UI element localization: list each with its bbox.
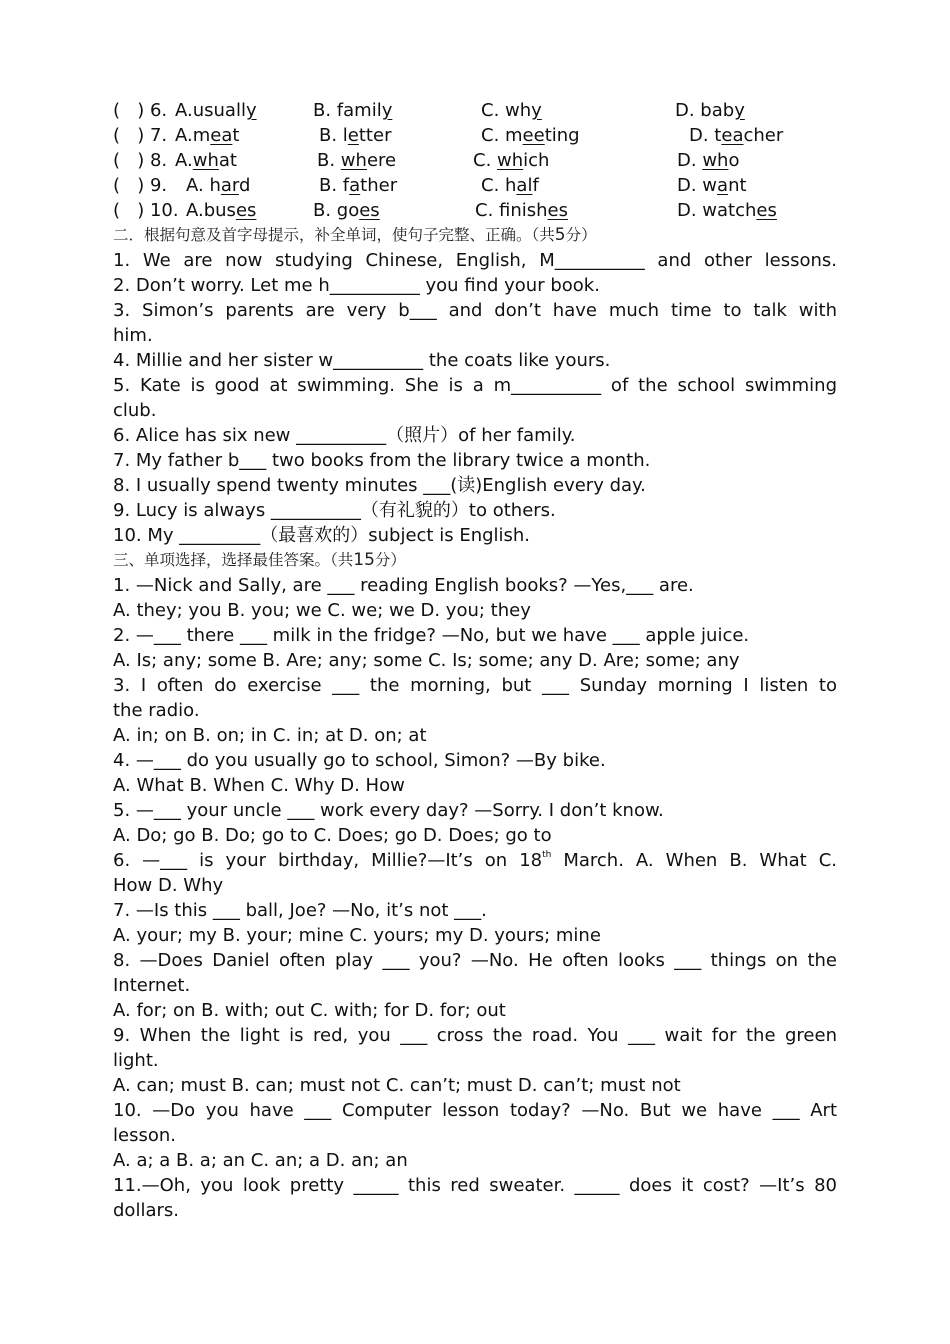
phonetics-question-row xyxy=(113,98,837,123)
option-text: D. watch xyxy=(677,200,757,221)
answer-paren-open: ( xyxy=(113,175,121,196)
section-3-heading xyxy=(113,548,837,573)
option-text: A. h xyxy=(186,175,221,196)
answer-paren-close: ) xyxy=(137,200,145,221)
section-3-line: A. your; my B. your; mine C. yours; my D. yours; mine xyxy=(113,925,601,946)
underlined-letters: al xyxy=(516,175,533,196)
section-2-line: club. xyxy=(113,400,157,421)
answer-paren-open: ( xyxy=(113,125,121,146)
section-3-line: A. they; you B. you; we C. we; we D. you; they xyxy=(113,600,531,621)
option-text: D. bab xyxy=(675,100,735,121)
option-text: nt xyxy=(728,175,747,196)
section-3-line: 5. —___ your uncle ___ work every day? —Sorry. I don’t know. xyxy=(113,800,664,821)
answer-paren-open: ( xyxy=(113,200,121,221)
underlined-letters: es xyxy=(547,200,568,221)
section-3-heading-text: 三、单项选择，选择最佳答案。（共 xyxy=(113,551,354,569)
section-3-line: A. in; on B. on; in C. in; at D. on; at xyxy=(113,725,427,746)
option-text: B. f xyxy=(319,175,350,196)
answer-blank xyxy=(113,173,167,198)
section-3-line: the radio. xyxy=(113,700,200,721)
option-text: B. xyxy=(317,150,341,171)
question-number: 9. xyxy=(149,175,168,196)
section-3-line: light. xyxy=(113,1050,159,1071)
section-3-line: A. Do; go B. Do; go to C. Does; go D. Does; go to xyxy=(113,825,552,846)
section-3-line: A. Is; any; some B. Are; any; some C. Is; some; any D. Are; some; any xyxy=(113,650,740,671)
section-2-line: 8. I usually spend twenty minutes ___(读)English every day. xyxy=(113,475,646,496)
section-2-line: 7. My father b___ two books from the library twice a month. xyxy=(113,450,651,471)
option-text: C. xyxy=(473,150,498,171)
section-3-points: 15 xyxy=(353,550,375,570)
answer-paren-close: ) xyxy=(137,175,145,196)
phonetics-question-row xyxy=(113,148,837,173)
answer-paren-open: ( xyxy=(113,100,121,121)
option-text: D. w xyxy=(677,175,718,196)
section-2-line: 2. Don’t worry. Let me h__________ you find your book. xyxy=(113,275,600,296)
answer-gap xyxy=(120,100,137,121)
question-number: 8. xyxy=(149,150,168,171)
option-text: tter xyxy=(358,125,392,146)
underlined-letters: wh xyxy=(702,150,729,171)
section-3-line: 9. When the light is red, you ___ cross the road. You ___ wait for the green xyxy=(113,1025,837,1046)
question-6-text-end: March. A. When B. What C. xyxy=(551,850,838,871)
option-c xyxy=(481,98,542,123)
underlined-letters: es xyxy=(756,200,777,221)
phonetics-question-row xyxy=(113,173,837,198)
option-d xyxy=(677,173,747,198)
underlined-letters: y xyxy=(245,100,257,121)
section-2-heading xyxy=(113,223,837,248)
answer-blank xyxy=(113,98,167,123)
option-d xyxy=(677,148,739,173)
section-3-line: Internet. xyxy=(113,975,191,996)
section-2-line: 5. Kate is good at swimming. She is a m__________ of the school swimming xyxy=(113,375,837,396)
section-2-heading-text: 二．根据句意及首字母提示，补全单词，使句子完整、正确。（共 xyxy=(113,226,555,244)
option-d xyxy=(677,198,777,223)
underlined-letters: a xyxy=(717,175,729,196)
option-c xyxy=(481,123,580,148)
worksheet-content xyxy=(113,98,837,1223)
section-3-line: How D. Why xyxy=(113,875,224,896)
option-text: ting xyxy=(544,125,580,146)
option-a xyxy=(186,173,250,198)
option-text: o xyxy=(728,150,740,171)
underlined-letters: ea xyxy=(210,125,233,146)
section-3-line: A. What B. When C. Why D. How xyxy=(113,775,405,796)
question-number: 7. xyxy=(149,125,168,146)
section-3-line xyxy=(113,848,837,873)
answer-blank xyxy=(113,198,179,223)
section-2-points: 5 xyxy=(554,225,566,245)
option-a xyxy=(175,148,237,173)
option-c xyxy=(473,148,549,173)
underlined-letters: es xyxy=(359,200,380,221)
question-number: 6. xyxy=(149,100,168,121)
option-text: B. famil xyxy=(313,100,382,121)
underlined-letters: ar xyxy=(220,175,239,196)
underlined-letters: a xyxy=(349,175,361,196)
section-2-line: him. xyxy=(113,325,153,346)
option-a xyxy=(186,198,256,223)
phonetics-section xyxy=(113,98,837,223)
option-text: A.usuall xyxy=(175,100,246,121)
underlined-letters: y xyxy=(734,100,745,121)
answer-gap xyxy=(120,200,137,221)
option-text: C. finish xyxy=(475,200,548,221)
option-b xyxy=(319,173,397,198)
section-2-line: 3. Simon’s parents are very b___ and don’t have much time to talk with xyxy=(113,300,837,321)
ordinal-superscript: th xyxy=(542,850,552,860)
section-2-heading-end: 分） xyxy=(565,226,597,244)
underlined-letters: ee xyxy=(522,125,545,146)
answer-gap xyxy=(120,125,137,146)
option-text: d xyxy=(238,175,251,196)
answer-paren-close: ) xyxy=(137,100,145,121)
section-3-line: 8. —Does Daniel often play ___ you? —No. He often looks ___ things on the xyxy=(113,950,837,971)
option-b xyxy=(313,198,380,223)
option-b xyxy=(313,98,392,123)
underlined-letters: y xyxy=(531,100,542,121)
answer-gap xyxy=(120,175,137,196)
section-2-line: 10. My _________（最喜欢的）subject is English. xyxy=(113,525,531,546)
option-text: C. h xyxy=(481,175,517,196)
section-3-line: lesson. xyxy=(113,1125,176,1146)
underlined-letters: ea xyxy=(721,125,744,146)
option-text: at xyxy=(218,150,237,171)
option-b xyxy=(319,123,391,148)
section-3-line: A. can; must B. can; must not C. can’t; must D. can’t; must not xyxy=(113,1075,681,1096)
section-2-line: 4. Millie and her sister w__________ the coats like yours. xyxy=(113,350,611,371)
answer-paren-close: ) xyxy=(137,125,145,146)
section-2-line: 6. Alice has six new __________（照片）of her family. xyxy=(113,425,576,446)
section-3-line: 2. —___ there ___ milk in the fridge? —No, but we have ___ apple juice. xyxy=(113,625,750,646)
answer-blank xyxy=(113,123,167,148)
option-d xyxy=(675,98,745,123)
section-3-line: 10. —Do you have ___ Computer lesson today? —No. But we have ___ Art xyxy=(113,1100,837,1121)
option-a xyxy=(175,98,257,123)
section-3-line: dollars. xyxy=(113,1200,179,1221)
option-text: cher xyxy=(743,125,784,146)
section-3-line: 3. I often do exercise ___ the morning, but ___ Sunday morning I listen to xyxy=(113,675,837,696)
answer-blank xyxy=(113,148,167,173)
question-number: 10. xyxy=(149,200,179,221)
option-text: A.bus xyxy=(186,200,236,221)
underlined-letters: y xyxy=(381,100,393,121)
answer-gap xyxy=(120,150,137,171)
section-2-line: 1. We are now studying Chinese, English, M__________ and other lessons. xyxy=(113,250,837,271)
option-text: D. xyxy=(677,150,703,171)
option-d xyxy=(689,123,783,148)
option-c xyxy=(475,198,568,223)
option-c xyxy=(481,173,539,198)
option-text: A.m xyxy=(175,125,211,146)
option-text: D. t xyxy=(689,125,722,146)
option-text: C. wh xyxy=(481,100,532,121)
option-text: t xyxy=(232,125,240,146)
option-text: f xyxy=(532,175,539,196)
option-a xyxy=(175,123,239,148)
underlined-letters: wh xyxy=(340,150,367,171)
option-text: ere xyxy=(366,150,397,171)
section-2-line: 9. Lucy is always __________（有礼貌的）to others. xyxy=(113,500,556,521)
section-3-heading-end: 分） xyxy=(374,551,406,569)
option-text: B. l xyxy=(319,125,348,146)
section-3-line: 1. —Nick and Sally, are ___ reading English books? —Yes,___ are. xyxy=(113,575,694,596)
section-3-line: A. a; a B. a; an C. an; a D. an; an xyxy=(113,1150,408,1171)
section-3-line: A. for; on B. with; out C. with; for D. for; out xyxy=(113,1000,506,1021)
question-6-text: 6. —___ is your birthday, Millie?—It’s on 18 xyxy=(113,850,543,871)
option-b xyxy=(317,148,396,173)
underlined-letters: wh xyxy=(497,150,524,171)
underlined-letters: e xyxy=(347,125,359,146)
section-3-line: 4. —___ do you usually go to school, Simon? —By bike. xyxy=(113,750,606,771)
option-text: ich xyxy=(523,150,550,171)
option-text: C. m xyxy=(481,125,523,146)
underlined-letters: wh xyxy=(192,150,219,171)
option-text: ther xyxy=(360,175,398,196)
option-text: A. xyxy=(175,150,193,171)
phonetics-question-row xyxy=(113,198,837,223)
section-3-line: 7. —Is this ___ ball, Joe? —No, it’s not ___. xyxy=(113,900,487,921)
answer-paren-close: ) xyxy=(137,150,145,171)
section-3-line: 11.—Oh, you look pretty _____ this red sweater. _____ does it cost? —It’s 80 xyxy=(113,1175,837,1196)
underlined-letters: es xyxy=(235,200,257,221)
phonetics-question-row xyxy=(113,123,837,148)
option-text: B. go xyxy=(313,200,360,221)
answer-paren-open: ( xyxy=(113,150,121,171)
